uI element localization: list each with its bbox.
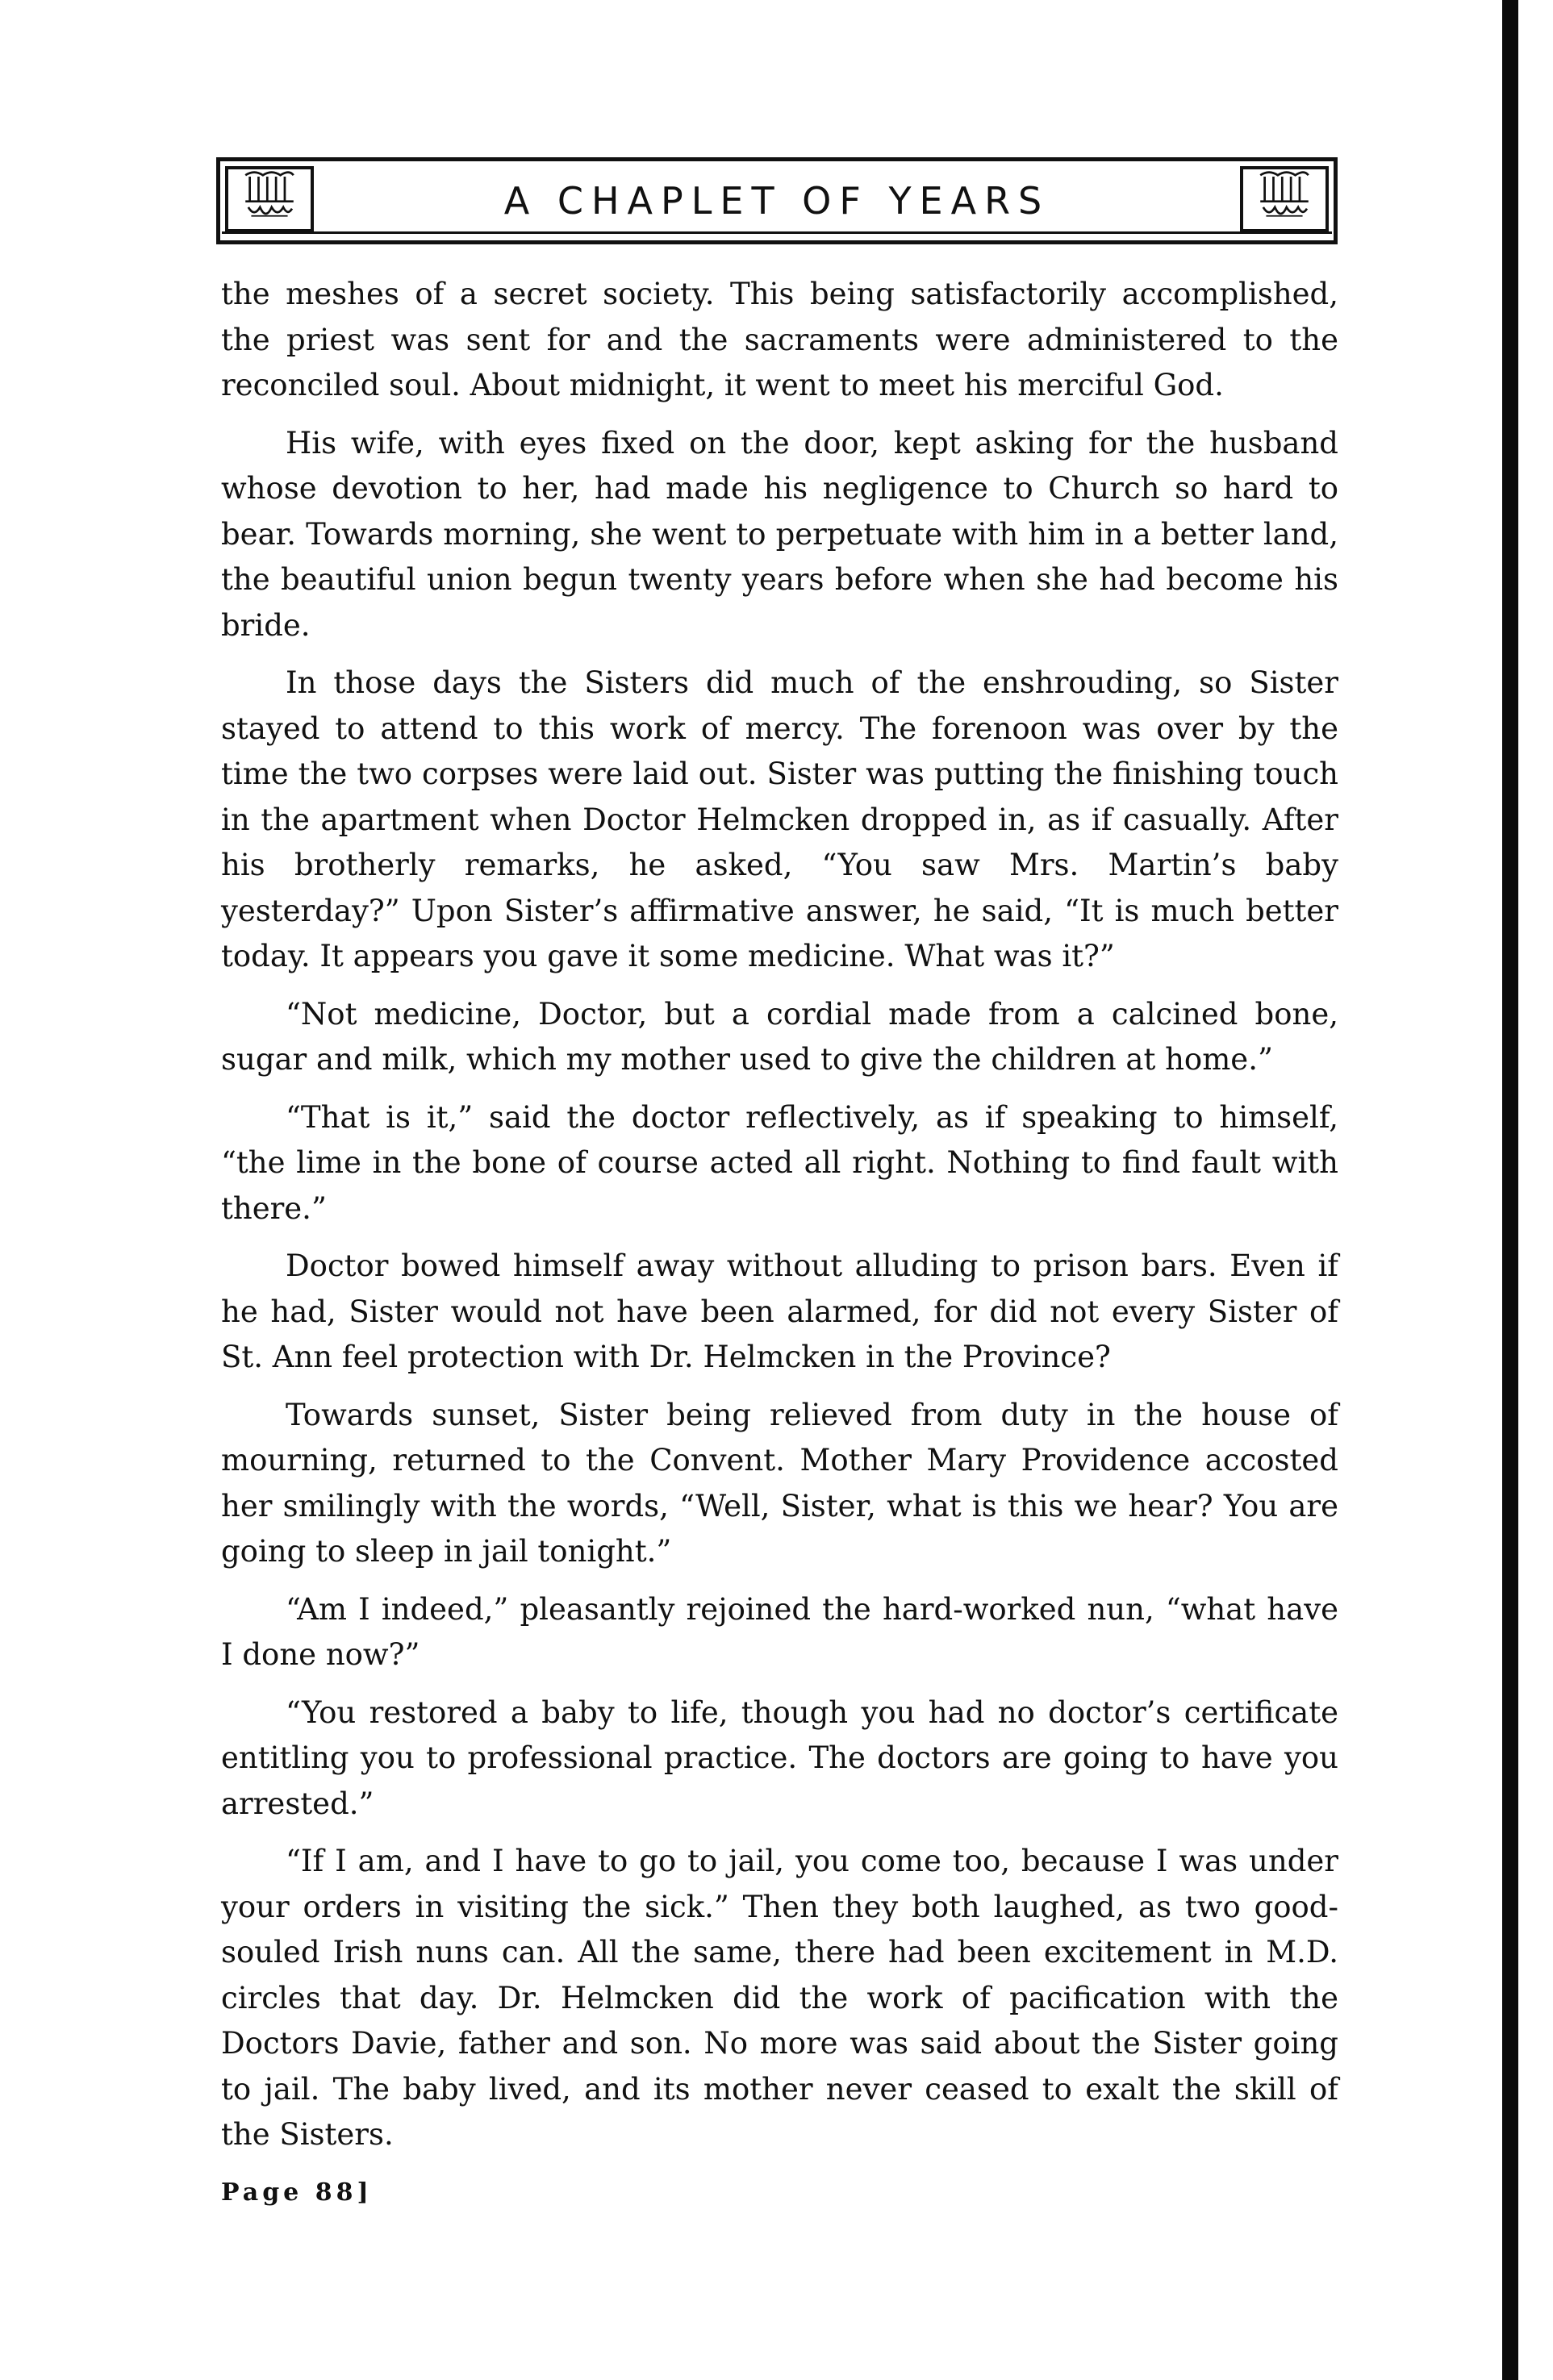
header-ornament-right: [1240, 166, 1329, 232]
paragraph: “That is it,” said the doctor reflectively, as if speaking to himself, “the lime in the bone of course acted all right. Nothing to find fault with there.”: [221, 1099, 1338, 1226]
running-header: [216, 157, 1338, 244]
paragraph: Towards sunset, Sister being relieved from duty in the house of mourning, returned to the Convent. Mother Mary Providence accosted her smilingly with the words, “Well, Sister, what is this we hear? You are going to sleep in jail tonight.”: [221, 1397, 1338, 1569]
ornament-motif-icon: [1243, 169, 1325, 229]
paragraph: “Am I indeed,” pleasantly rejoined the hard-worked nun, “what have I done now?”: [221, 1591, 1338, 1672]
running-header-title: A CHAPLET OF YEARS: [503, 179, 1050, 223]
paragraph: His wife, with eyes fixed on the door, kept asking for the husband whose devotion to her, had made his negligence to Church so hard to bear. Towards morning, she went to perpetuate with him in a better land, the beautiful union begun twenty years before when she had become his bride.: [221, 425, 1338, 643]
paragraph: “You restored a baby to life, though you had no doctor’s certificate entitling you to professional practice. The doctors are going to have you arrested.”: [221, 1694, 1338, 1821]
paragraph: “If I am, and I have to go to jail, you come too, because I was under your orders in visiting the sick.” Then they both laughed, as two good-souled Irish nuns can. All the same, there had been excitement in M.D. circles that day. Dr. Helmcken did the work of pacification with the Doctors Davie, father and son. No more was said about the Sister going to jail. The baby lived, and its mother never ceased to exalt the skill of the Sisters.: [221, 1844, 1338, 2152]
paragraph: Doctor bowed himself away without alluding to prison bars. Even if he had, Sister would not have been alarmed, for did not every Sister of St. Ann feel protection with Dr. Helmcken in the Province?: [221, 1248, 1338, 1374]
paragraph: “Not medicine, Doctor, but a cordial made from a calcined bone, sugar and milk, which my mother used to give the children at home.”: [221, 996, 1338, 1077]
paragraph: the meshes of a secret society. This being satisfactorily accomplished, the priest was sent for and the sacraments were administered to the reconciled soul. About midnight, it went to meet his merciful God.: [221, 277, 1338, 402]
page-number: Page 88]: [221, 2178, 373, 2207]
paragraph: In those days the Sisters did much of the enshrouding, so Sister stayed to attend to this work of mercy. The forenoon was over by the time the two corpses were laid out. Sister was putting the finishing touch in the apartment when Doctor Helmcken dropped in, as if casually. After his brotherly remarks, he asked, “You saw Mrs. Martin’s baby yesterday?” Upon Sister’s affirmative answer, he said, “It is much better today. It appears you gave it some medicine. What was it?”: [221, 665, 1338, 973]
body-text: [221, 272, 1338, 2215]
margin-rule: [1502, 0, 1518, 2380]
